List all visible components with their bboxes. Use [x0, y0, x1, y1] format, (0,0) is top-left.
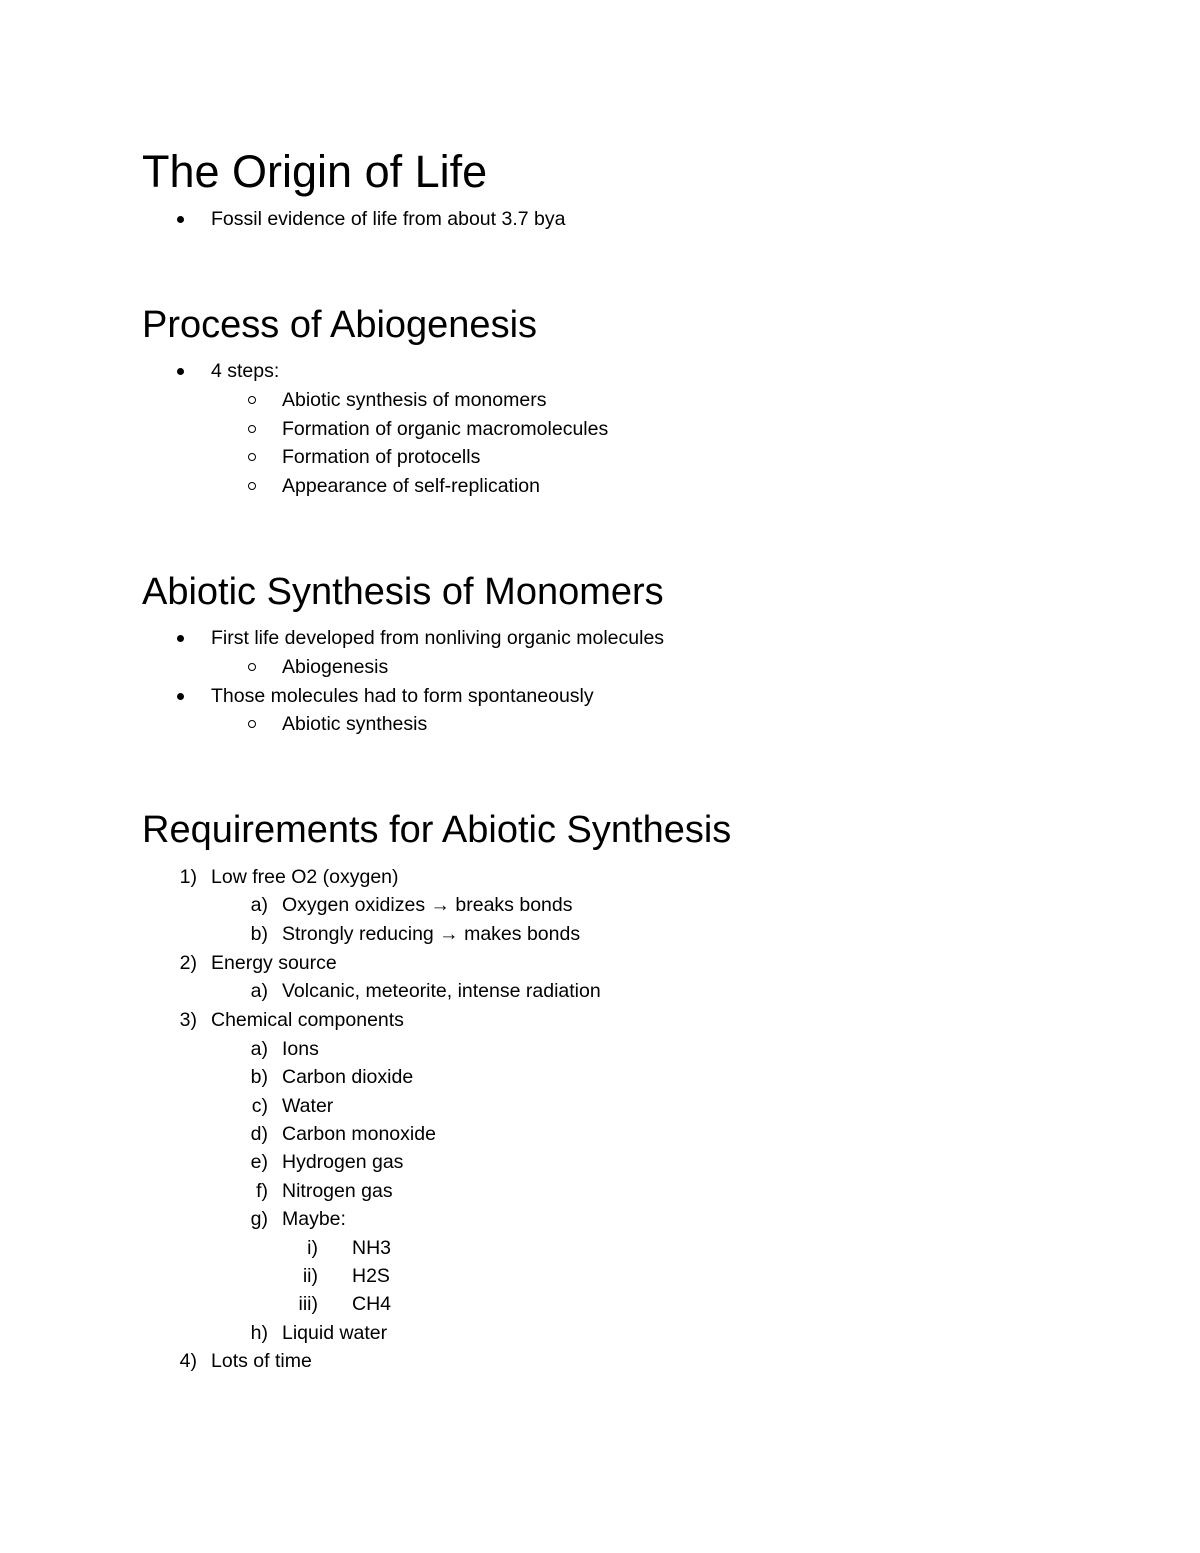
list-roman: iii)	[298, 1293, 318, 1315]
list-item-text: Formation of organic macromolecules	[282, 418, 609, 440]
list-number: 3)	[179, 1009, 197, 1031]
list-item-text: Lots of time	[211, 1350, 312, 1372]
bullet-circle-icon	[248, 425, 256, 433]
bullet-disc-icon	[177, 216, 184, 223]
list-item-text: Abiotic synthesis of monomers	[282, 389, 547, 411]
list-letter: h)	[250, 1322, 268, 1344]
list-item-text: Water	[282, 1095, 334, 1117]
bullet-circle-icon	[248, 663, 256, 671]
section-title-process-of-abiogenesis: Process of Abiogenesis	[142, 304, 538, 346]
list-item-text: Those molecules had to form spontaneously	[211, 685, 594, 707]
list-item-text: H2S	[352, 1265, 390, 1287]
list-item-text: Chemical components	[211, 1009, 404, 1031]
list-item-text: Nitrogen gas	[282, 1180, 393, 1202]
list-item-text: Formation of protocells	[282, 446, 481, 468]
list-letter: g)	[250, 1208, 268, 1230]
list-item-text: Hydrogen gas	[282, 1151, 404, 1173]
bullet-disc-icon	[177, 368, 184, 375]
list-item-text: Appearance of self-replication	[282, 475, 540, 497]
list-item-text: Carbon dioxide	[282, 1066, 414, 1088]
list-letter: d)	[250, 1123, 268, 1145]
list-letter: a)	[250, 894, 268, 916]
list-letter: b)	[250, 1066, 268, 1088]
section-title-abiotic-synthesis-of-monomers: Abiotic Synthesis of Monomers	[142, 571, 664, 613]
bullet-circle-icon	[248, 482, 256, 490]
list-letter: a)	[250, 1038, 268, 1060]
list-item-text: Abiotic synthesis	[282, 713, 428, 735]
list-item-text: Low free O2 (oxygen)	[211, 866, 399, 888]
list-item-text: Energy source	[211, 952, 337, 974]
list-letter: e)	[250, 1151, 268, 1173]
list-item-text: CH4	[352, 1293, 392, 1315]
list-item-text: Maybe:	[282, 1208, 346, 1230]
list-letter: a)	[250, 980, 268, 1002]
bullet-circle-icon	[248, 453, 256, 461]
bullet-disc-icon	[177, 635, 184, 642]
list-item-text: Ions	[282, 1038, 319, 1060]
list-item-text: First life developed from nonliving organic molecules	[211, 627, 665, 649]
list-number: 2)	[179, 952, 197, 974]
list-item-text: Strongly reducing → makes bonds	[282, 923, 581, 945]
bullet-circle-icon	[248, 720, 256, 728]
list-roman: ii)	[302, 1265, 318, 1287]
list-item-text: Abiogenesis	[282, 656, 389, 678]
list-item-text: 4 steps:	[211, 360, 280, 382]
list-item-text: Fossil evidence of life from about 3.7 bya	[211, 208, 566, 230]
list-item-text: Oxygen oxidizes → breaks bonds	[282, 894, 573, 916]
bullet-disc-icon	[177, 693, 184, 700]
list-letter: f)	[256, 1180, 268, 1202]
list-item-text: Liquid water	[282, 1322, 388, 1344]
bullet-circle-icon	[248, 396, 256, 404]
section-title-requirements-for-abiotic-synthesis: Requirements for Abiotic Synthesis	[142, 809, 732, 851]
list-item-text: NH3	[352, 1237, 392, 1259]
list-number: 4)	[179, 1350, 197, 1372]
list-number: 1)	[179, 866, 197, 888]
list-letter: c)	[251, 1095, 268, 1117]
list-item-text: Carbon monoxide	[282, 1123, 436, 1145]
section-title-origin-of-life: The Origin of Life	[142, 146, 488, 197]
list-letter: b)	[250, 923, 268, 945]
list-item-text: Volcanic, meteorite, intense radiation	[282, 980, 601, 1002]
list-roman: i)	[307, 1237, 318, 1259]
